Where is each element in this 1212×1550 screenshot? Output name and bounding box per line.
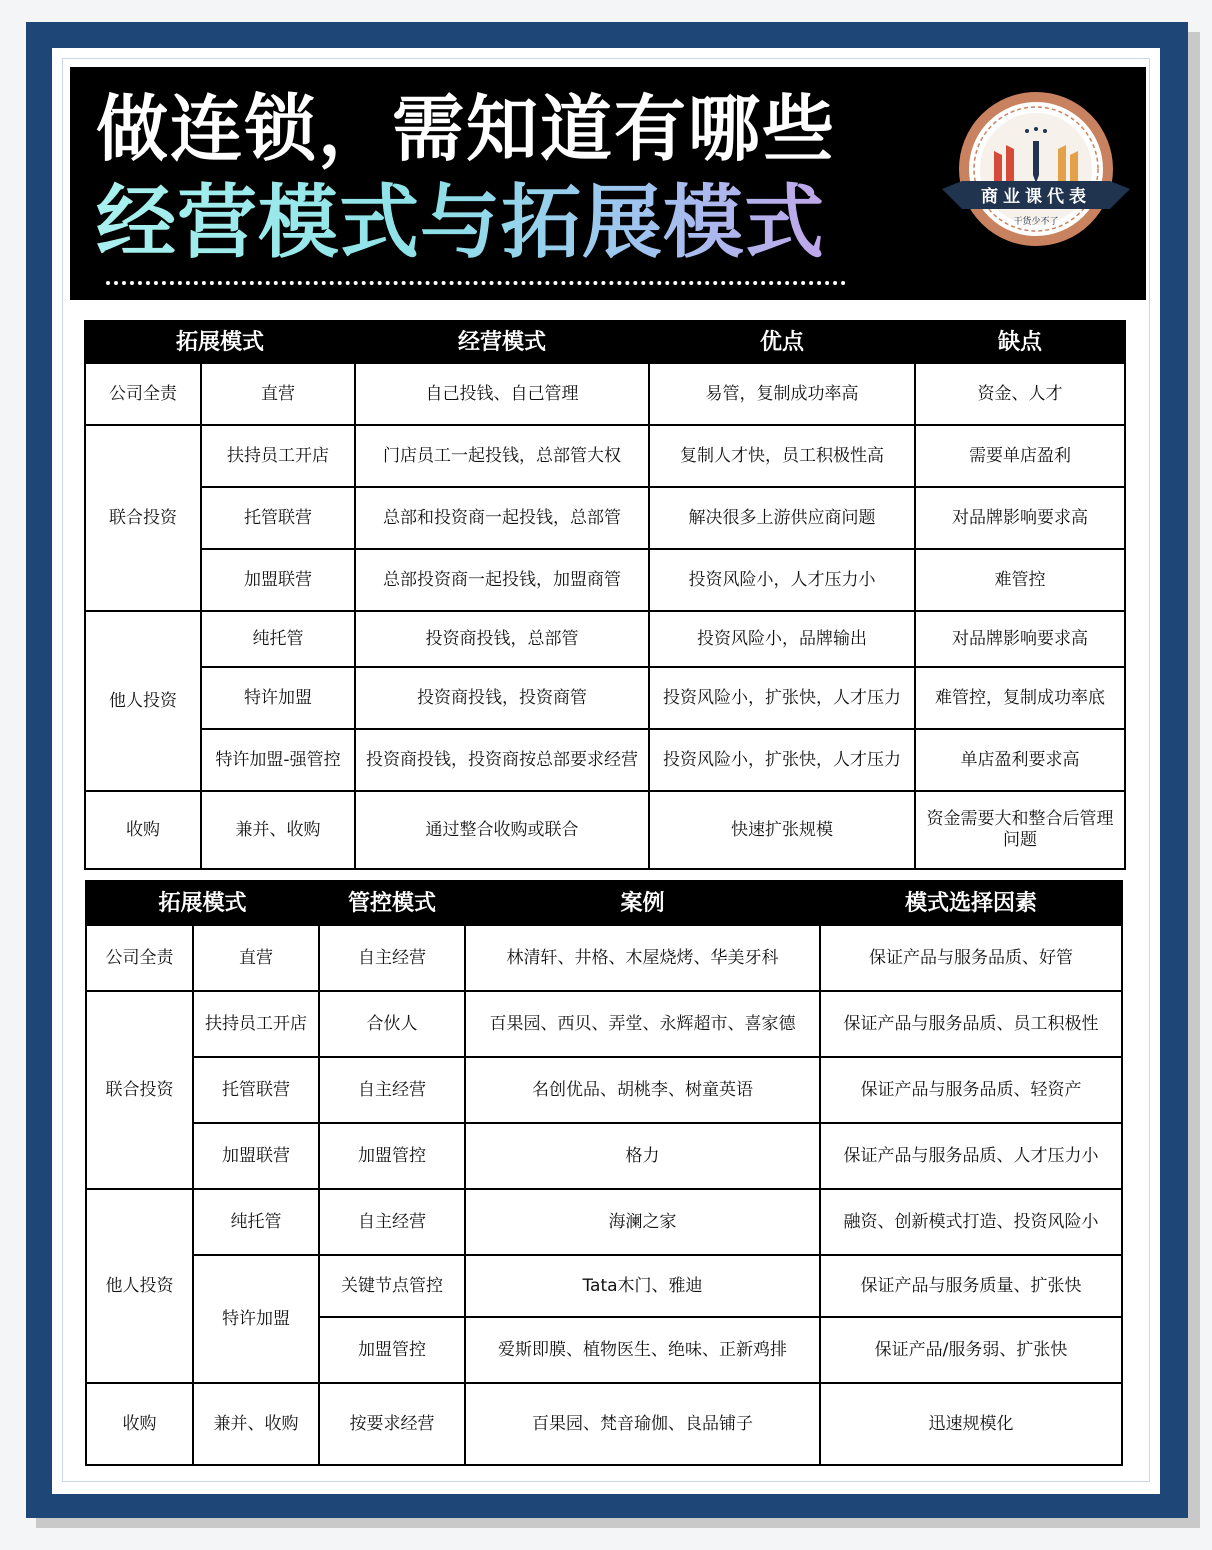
cases-cell: Tata木门、雅迪 [465, 1255, 820, 1317]
mode-cell: 特许加盟 [193, 1255, 319, 1383]
pen-icon [1033, 141, 1039, 183]
cases-cell: 格力 [465, 1123, 820, 1189]
table-row [86, 1123, 1122, 1189]
operation-cell: 自己投钱、自己管理 [355, 363, 649, 425]
header-cases: 案例 [465, 881, 820, 925]
category-cell: 收购 [85, 791, 201, 869]
pros-cell: 易管，复制成功率高 [649, 363, 915, 425]
operation-cell: 通过整合收购或联合 [355, 791, 649, 869]
table-row [85, 363, 1125, 425]
control-cell: 自主经营 [319, 925, 465, 991]
pros-cell: 投资风险小，扩张快，人才压力 [649, 729, 915, 791]
factors-cell: 融资、创新模式打造、投资风险小 [820, 1189, 1122, 1255]
title-line-1: 做连锁，需知道有哪些 [96, 87, 837, 171]
category-cell: 联合投资 [85, 425, 201, 611]
cons-cell: 需要单店盈利 [915, 425, 1125, 487]
table-control-cases [85, 880, 1123, 1466]
title-divider [106, 281, 846, 285]
pros-cell: 投资风险小，人才压力小 [649, 549, 915, 611]
mode-cell: 兼并、收购 [193, 1383, 319, 1465]
factors-cell: 保证产品与服务品质、员工积极性 [820, 991, 1122, 1057]
factors-cell: 保证产品与服务品质、人才压力小 [820, 1123, 1122, 1189]
cases-cell: 爱斯即膜、植物医生、绝味、正新鸡排 [465, 1317, 820, 1383]
table-row [85, 791, 1125, 869]
mode-cell: 扶持员工开店 [193, 991, 319, 1057]
factors-cell: 保证产品与服务品质、好管 [820, 925, 1122, 991]
brand-logo [936, 89, 1136, 259]
table-row [86, 991, 1122, 1057]
mode-cell: 加盟联营 [201, 549, 355, 611]
mode-cell: 直营 [193, 925, 319, 991]
table-row [86, 925, 1122, 991]
category-cell: 联合投资 [86, 991, 193, 1189]
table-row [85, 425, 1125, 487]
operation-cell: 总部和投资商一起投钱，总部管 [355, 487, 649, 549]
mode-cell: 兼并、收购 [201, 791, 355, 869]
operation-cell: 总部投资商一起投钱，加盟商管 [355, 549, 649, 611]
cases-cell: 百果园、西贝、弄堂、永辉超市、喜家德 [465, 991, 820, 1057]
factors-cell: 保证产品/服务弱、扩张快 [820, 1317, 1122, 1383]
cons-cell: 对品牌影响要求高 [915, 611, 1125, 667]
operation-cell: 投资商投钱，总部管 [355, 611, 649, 667]
mode-cell: 特许加盟 [201, 667, 355, 729]
control-cell: 自主经营 [319, 1057, 465, 1123]
title-line-2: 经营模式与拓展模式 [96, 176, 825, 269]
header-selection-factors: 模式选择因素 [820, 881, 1122, 925]
table-row [85, 487, 1125, 549]
mode-cell: 扶持员工开店 [201, 425, 355, 487]
control-cell: 关键节点管控 [319, 1255, 465, 1317]
operation-cell: 投资商投钱，投资商按总部要求经营 [355, 729, 649, 791]
mode-cell: 托管联营 [201, 487, 355, 549]
control-cell: 加盟管控 [319, 1317, 465, 1383]
header-pros: 优点 [649, 321, 915, 363]
mode-cell: 托管联营 [193, 1057, 319, 1123]
cases-cell: 林清轩、井格、木屋烧烤、华美牙科 [465, 925, 820, 991]
table-header-row [86, 881, 1122, 925]
operation-cell: 门店员工一起投钱，总部管大权 [355, 425, 649, 487]
control-cell: 加盟管控 [319, 1123, 465, 1189]
mode-cell: 特许加盟-强管控 [201, 729, 355, 791]
pros-cell: 投资风险小，扩张快，人才压力 [649, 667, 915, 729]
control-cell: 按要求经营 [319, 1383, 465, 1465]
table-row [86, 1057, 1122, 1123]
cases-cell: 海澜之家 [465, 1189, 820, 1255]
header-cons: 缺点 [915, 321, 1125, 363]
table-row [85, 611, 1125, 667]
cases-cell: 百果园、梵音瑜伽、良品铺子 [465, 1383, 820, 1465]
operation-cell: 投资商投钱，投资商管 [355, 667, 649, 729]
cases-cell: 名创优品、胡桃李、树童英语 [465, 1057, 820, 1123]
header-banner [70, 67, 1146, 300]
pros-cell: 复制人才快，员工积极性高 [649, 425, 915, 487]
mode-cell: 纯托管 [193, 1189, 319, 1255]
cons-cell: 资金需要大和整合后管理问题 [915, 791, 1125, 869]
header-expansion-mode: 拓展模式 [85, 321, 355, 363]
pros-cell: 投资风险小，品牌输出 [649, 611, 915, 667]
category-cell: 他人投资 [86, 1189, 193, 1383]
category-cell: 公司全责 [86, 925, 193, 991]
table-row [85, 729, 1125, 791]
cons-cell: 资金、人才 [915, 363, 1125, 425]
table-row [86, 1189, 1122, 1255]
header-expansion-mode: 拓展模式 [86, 881, 319, 925]
category-cell: 他人投资 [85, 611, 201, 791]
factors-cell: 迅速规模化 [820, 1383, 1122, 1465]
header-control-mode: 管控模式 [319, 881, 465, 925]
cons-cell: 对品牌影响要求高 [915, 487, 1125, 549]
control-cell: 自主经营 [319, 1189, 465, 1255]
table-row [85, 549, 1125, 611]
cons-cell: 难管控，复制成功率底 [915, 667, 1125, 729]
control-cell: 合伙人 [319, 991, 465, 1057]
cons-cell: 难管控 [915, 549, 1125, 611]
mode-cell: 加盟联营 [193, 1123, 319, 1189]
table-row [85, 667, 1125, 729]
table-operation-modes [84, 320, 1126, 870]
factors-cell: 保证产品与服务质量、扩张快 [820, 1255, 1122, 1317]
table-row [86, 1255, 1122, 1317]
category-cell: 收购 [86, 1383, 193, 1465]
header-operation-mode: 经营模式 [355, 321, 649, 363]
mode-cell: 直营 [201, 363, 355, 425]
factors-cell: 保证产品与服务品质、轻资产 [820, 1057, 1122, 1123]
logo-name: 商业课代表 [981, 187, 1091, 207]
cons-cell: 单店盈利要求高 [915, 729, 1125, 791]
pros-cell: 快速扩张规模 [649, 791, 915, 869]
category-cell: 公司全责 [85, 363, 201, 425]
logo-slogan: 干货少不了 [1013, 217, 1059, 227]
pros-cell: 解决很多上游供应商问题 [649, 487, 915, 549]
table-header-row [85, 321, 1125, 363]
mode-cell: 纯托管 [201, 611, 355, 667]
table-row [86, 1383, 1122, 1465]
